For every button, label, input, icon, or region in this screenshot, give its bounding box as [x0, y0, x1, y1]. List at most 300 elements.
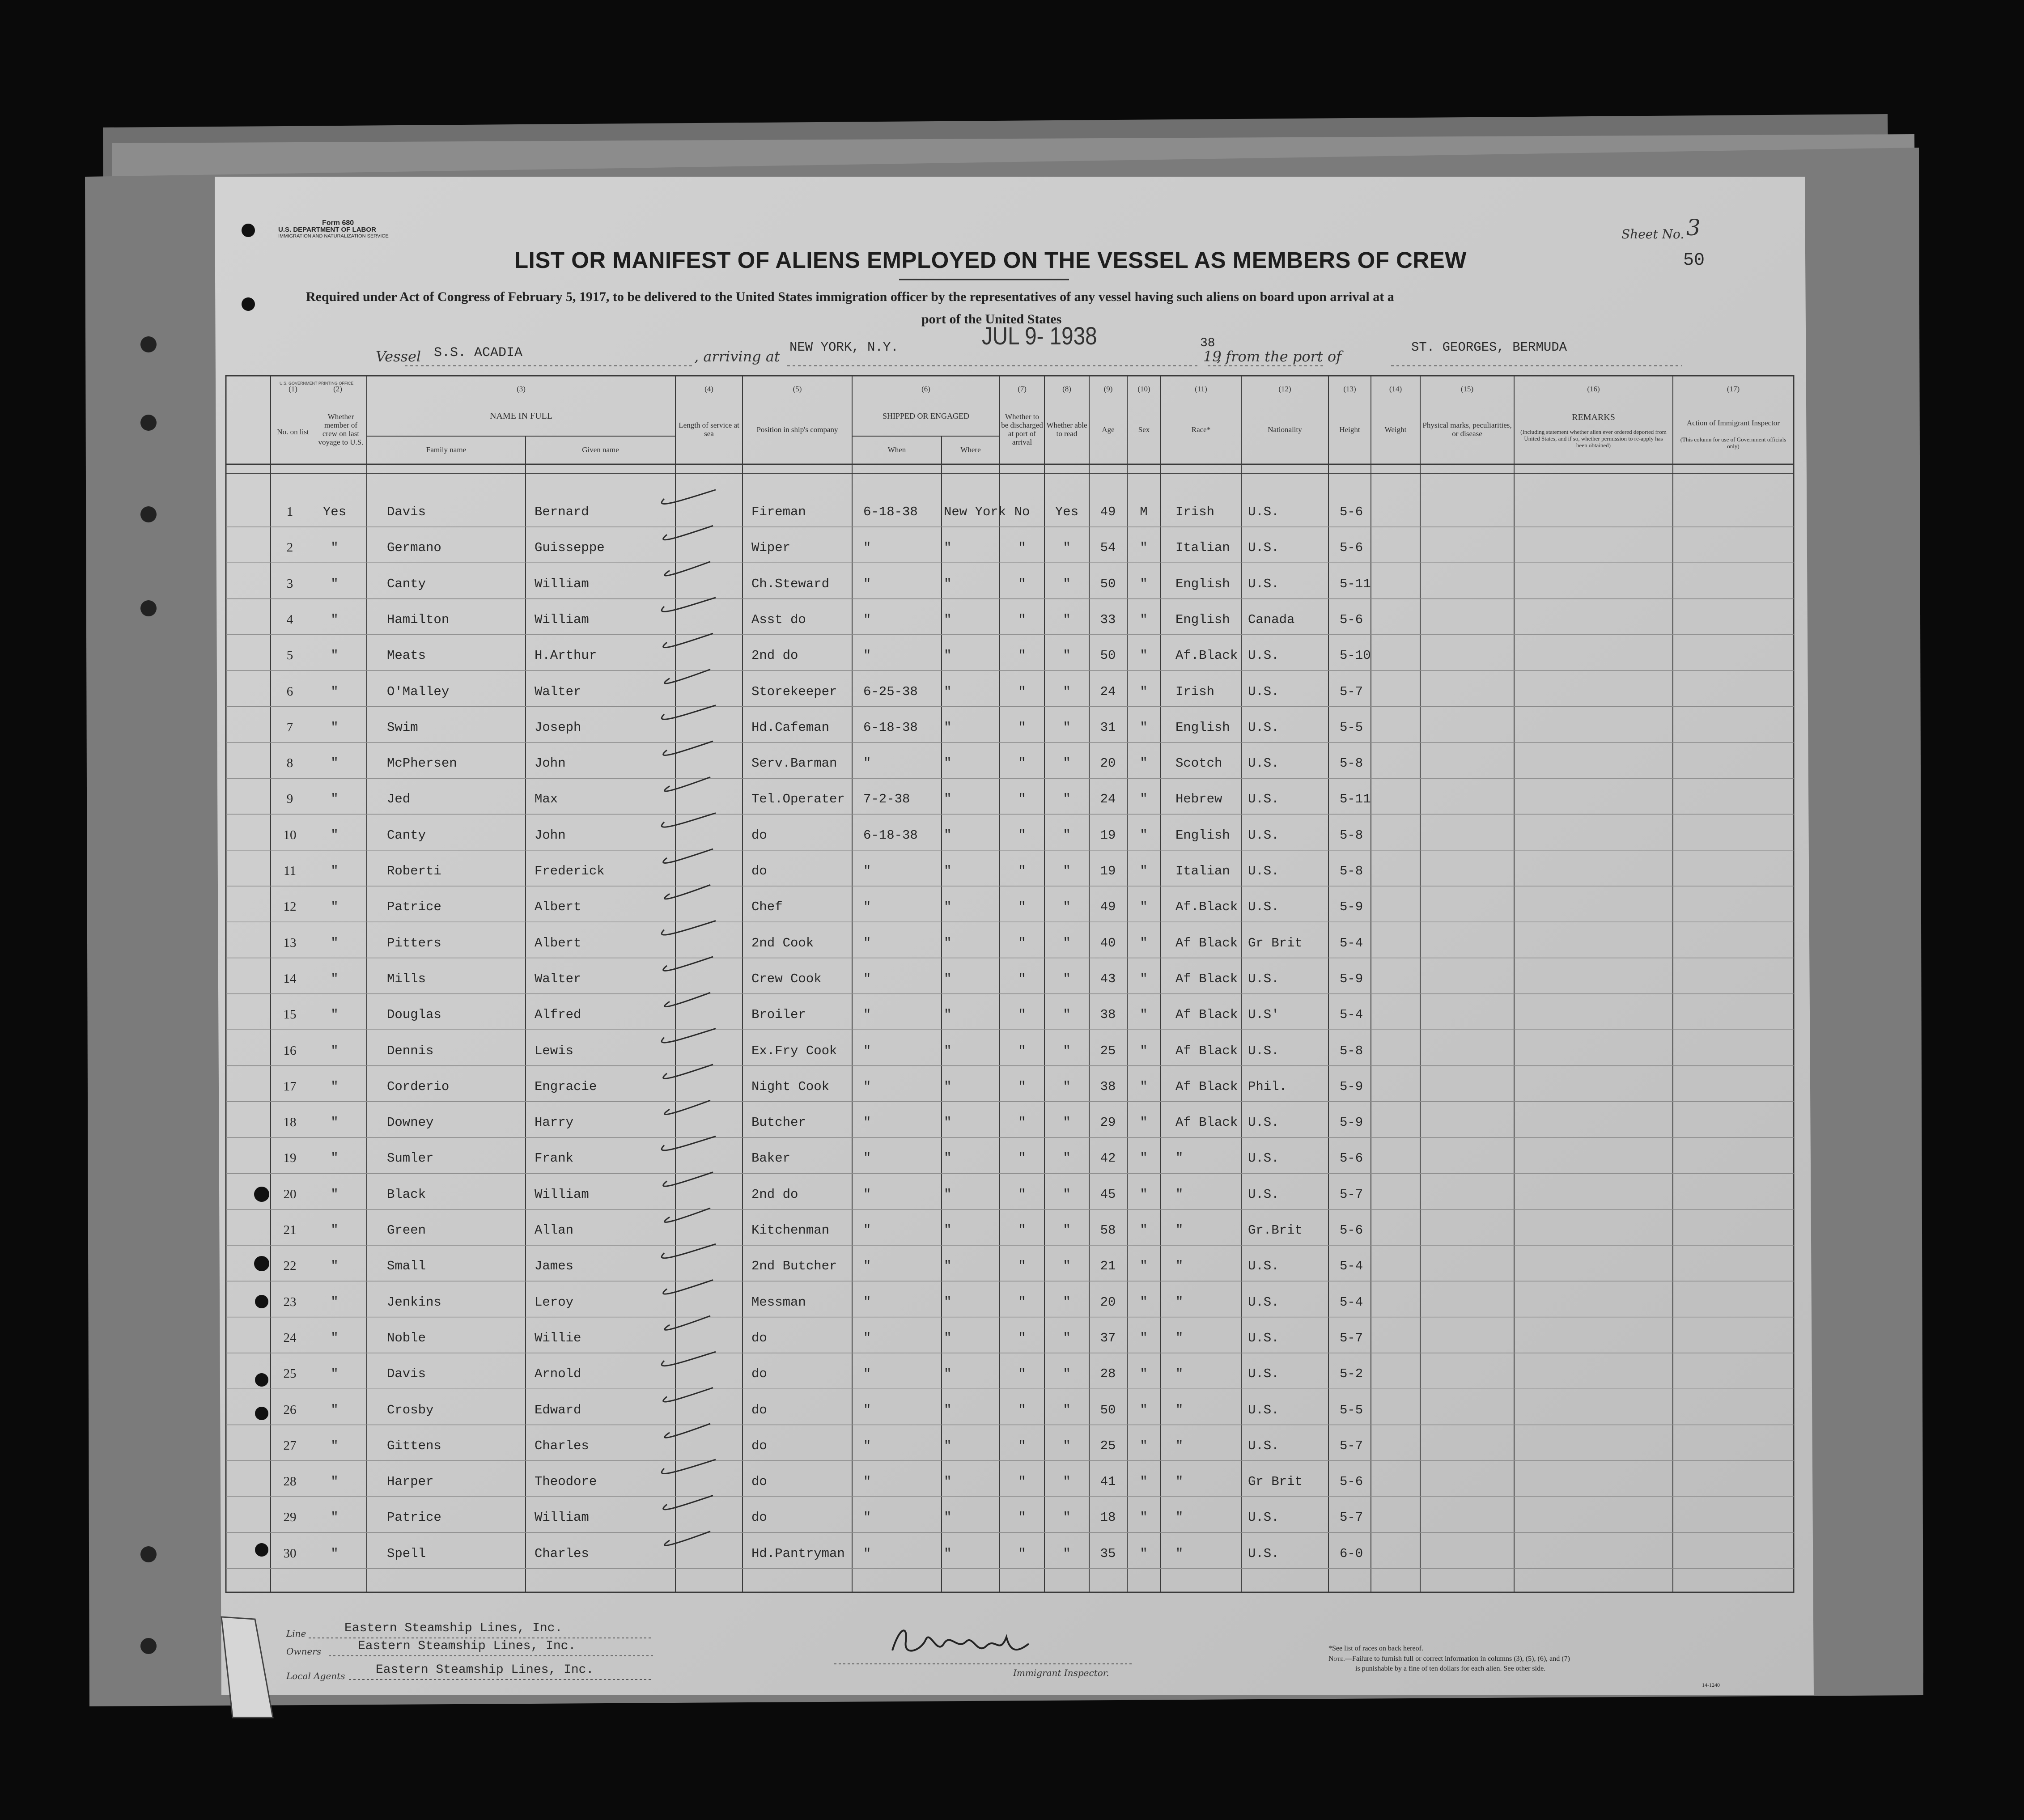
height: 5-8	[1340, 827, 1363, 843]
year-value: 38	[1200, 336, 1215, 350]
given-name: John	[535, 756, 566, 771]
row-number: 15	[283, 1007, 297, 1022]
family-name: Green	[387, 1223, 426, 1238]
crew-last-voyage: "	[331, 899, 339, 915]
crew-last-voyage: "	[331, 1294, 339, 1310]
shipped-where: "	[944, 1115, 952, 1130]
sex: "	[1140, 576, 1148, 591]
race: "	[1175, 1151, 1184, 1166]
crew-last-voyage: "	[331, 1043, 339, 1058]
race: English	[1175, 576, 1230, 591]
position: Hd.Cafeman	[751, 720, 830, 735]
able-to-read: "	[1063, 576, 1071, 591]
row-number: 9	[286, 792, 293, 806]
subtitle-line-2: port of the United States	[921, 312, 1062, 327]
race: Af Black	[1175, 935, 1238, 950]
height: 5-8	[1340, 1043, 1363, 1058]
able-to-read: "	[1063, 1402, 1071, 1417]
position: do	[751, 1474, 767, 1489]
race: Italian	[1175, 540, 1230, 556]
col-8-num: (8)	[1062, 385, 1071, 393]
shipped-when: "	[863, 864, 871, 878]
able-to-read: "	[1063, 1330, 1071, 1345]
shipped-where: "	[944, 1294, 952, 1310]
to-be-discharged: "	[1018, 1402, 1026, 1417]
position: Ch.Steward	[751, 576, 830, 591]
able-to-read: "	[1063, 1546, 1071, 1561]
shipped-when: "	[863, 648, 871, 663]
to-be-discharged: "	[1018, 1187, 1026, 1202]
crew-last-voyage: "	[331, 971, 339, 986]
position: Messman	[751, 1294, 806, 1310]
age: 33	[1100, 612, 1116, 627]
crew-last-voyage: "	[331, 827, 339, 843]
able-to-read: "	[1063, 827, 1071, 843]
given-name: Alfred	[535, 1007, 581, 1022]
col-3-num: (3)	[517, 385, 526, 393]
able-to-read: "	[1063, 720, 1071, 735]
race: English	[1175, 612, 1230, 627]
sex: "	[1140, 1546, 1148, 1561]
age: 49	[1100, 505, 1116, 519]
sex: "	[1140, 1007, 1148, 1022]
col-13-label: Height	[1339, 425, 1360, 434]
nationality: U.S.	[1248, 684, 1279, 699]
age: 29	[1100, 1115, 1116, 1130]
height: 5-10	[1340, 648, 1371, 663]
col-8-label: Whether able to read	[1046, 421, 1087, 438]
shipped-when: "	[863, 971, 871, 986]
height: 5-7	[1340, 1438, 1363, 1453]
crew-last-voyage: "	[331, 1007, 339, 1022]
sex: "	[1140, 720, 1148, 735]
to-be-discharged: "	[1018, 1474, 1026, 1489]
given-name: Edward	[535, 1402, 581, 1417]
shipped-when: "	[863, 1115, 871, 1130]
position: Baker	[751, 1151, 791, 1166]
shipped-when: 6-18-38	[863, 720, 918, 735]
able-to-read: "	[1063, 792, 1071, 807]
age: 43	[1100, 971, 1116, 986]
family-name: Germano	[387, 540, 441, 556]
shipped-when: "	[863, 540, 871, 556]
owners-value: Eastern Steamship Lines, Inc.	[358, 1639, 576, 1653]
family-name: Patrice	[387, 899, 441, 915]
sex: "	[1140, 1366, 1148, 1382]
nationality: U.S.	[1248, 1438, 1279, 1453]
race: "	[1175, 1259, 1184, 1274]
shipped-where: "	[944, 1546, 952, 1561]
height: 5-9	[1340, 899, 1363, 915]
height: 5-7	[1340, 1510, 1363, 1525]
age: 25	[1100, 1043, 1116, 1058]
sex: "	[1140, 864, 1148, 878]
age: 31	[1100, 720, 1116, 735]
able-to-read: "	[1063, 756, 1071, 771]
shipped-where: "	[944, 1402, 952, 1417]
shipped-where: "	[944, 1151, 952, 1166]
nationality: U.S.	[1248, 505, 1279, 519]
family-name: Douglas	[387, 1007, 441, 1022]
shipped-when: 6-25-38	[863, 684, 918, 699]
nationality: U.S.	[1248, 1294, 1279, 1310]
able-to-read: "	[1063, 684, 1071, 699]
sex: "	[1140, 1223, 1148, 1238]
owners-label: Owners	[286, 1646, 322, 1657]
crew-last-voyage: "	[331, 1366, 339, 1382]
age: 49	[1100, 899, 1116, 915]
crew-last-voyage: "	[331, 1115, 339, 1130]
sex: "	[1140, 1259, 1148, 1274]
height: 5-5	[1340, 1402, 1363, 1417]
family-name: Jenkins	[387, 1294, 441, 1310]
remarks-note: (Including statement whether alien ever ordered deported from United States, and if so, whether permission to re-apply has been obtained)	[1520, 428, 1667, 449]
row-number: 8	[286, 756, 293, 771]
nationality: U.S.	[1248, 827, 1279, 843]
crew-last-voyage: "	[331, 540, 339, 556]
given-name: Joseph	[535, 720, 581, 735]
sex: "	[1140, 612, 1148, 627]
row-number: 7	[286, 720, 293, 734]
able-to-read: "	[1063, 899, 1071, 915]
agents-value: Eastern Steamship Lines, Inc.	[376, 1663, 594, 1677]
col-15-num: (15)	[1460, 385, 1474, 393]
inspector-label: Immigrant Inspector.	[1013, 1667, 1109, 1678]
family-name: Davis	[387, 505, 426, 519]
to-be-discharged: "	[1018, 756, 1026, 771]
shipped-where: "	[944, 899, 952, 915]
to-be-discharged: "	[1018, 1259, 1026, 1274]
col-1-label: No. on list	[277, 427, 309, 436]
race: English	[1175, 720, 1230, 735]
family-name-header: Family name	[426, 445, 467, 454]
nationality: U.S.	[1248, 1330, 1279, 1345]
family-name: Roberti	[387, 864, 441, 878]
sex: "	[1140, 1294, 1148, 1310]
shipped-where: "	[944, 1510, 952, 1525]
shipped-where: "	[944, 1366, 952, 1382]
able-to-read: "	[1063, 1259, 1071, 1274]
height: 5-6	[1340, 540, 1363, 556]
row-number: 20	[283, 1187, 297, 1201]
to-be-discharged: "	[1018, 1330, 1026, 1345]
age: 18	[1100, 1510, 1116, 1525]
shipped-when: "	[863, 1474, 871, 1489]
height: 5-6	[1340, 1223, 1363, 1238]
to-be-discharged: "	[1018, 864, 1026, 878]
sex: "	[1140, 935, 1148, 950]
age: 24	[1100, 684, 1116, 699]
crew-last-voyage: "	[331, 576, 339, 591]
given-name: William	[535, 612, 589, 627]
row-number: 19	[283, 1151, 297, 1166]
given-name: Theodore	[535, 1474, 597, 1489]
row-number: 2	[286, 540, 293, 555]
shipped-when: "	[863, 1187, 871, 1202]
arriving-port: NEW YORK, N.Y.	[789, 340, 899, 355]
position: Crew Cook	[751, 971, 822, 986]
given-name: Frank	[535, 1151, 574, 1166]
col-7-num: (7)	[1018, 385, 1027, 393]
given-name: Walter	[535, 684, 581, 699]
sex: "	[1140, 1510, 1148, 1525]
shipped-where: "	[944, 756, 952, 771]
shipped-where: "	[944, 576, 952, 591]
race: "	[1175, 1510, 1184, 1525]
given-name: William	[535, 576, 589, 591]
shipped-when: "	[863, 612, 871, 627]
position: do	[751, 1366, 767, 1382]
shipped-when: "	[863, 935, 871, 950]
row-number: 12	[283, 899, 297, 914]
family-name: Pitters	[387, 935, 441, 950]
able-to-read: "	[1063, 648, 1071, 663]
from-port: ST. GEORGES, BERMUDA	[1411, 340, 1567, 355]
row-number: 24	[283, 1330, 297, 1345]
manifest-title: LIST OR MANIFEST OF ALIENS EMPLOYED ON THE VESSEL AS MEMBERS OF CREW	[514, 247, 1467, 273]
race: Italian	[1175, 864, 1230, 878]
given-name: James	[535, 1259, 574, 1274]
crew-last-voyage: "	[331, 1187, 339, 1202]
nationality: U.S.	[1248, 1043, 1279, 1058]
height: 5-9	[1340, 1115, 1363, 1130]
able-to-read: Yes	[1055, 505, 1079, 519]
row-number: 4	[286, 612, 293, 627]
family-name: Sumler	[387, 1151, 434, 1166]
position: Night Cook	[751, 1079, 830, 1094]
row-number: 16	[283, 1043, 297, 1058]
crew-last-voyage: "	[331, 1402, 339, 1417]
shipped-where: "	[944, 864, 952, 878]
col-12-label: Nationality	[1268, 425, 1302, 434]
shipped-where: "	[944, 1438, 952, 1453]
family-name: Jed	[387, 792, 411, 807]
shipped-when: "	[863, 1043, 871, 1058]
race: "	[1175, 1187, 1184, 1202]
col-10-label: Sex	[1138, 425, 1150, 434]
race: Irish	[1175, 505, 1215, 519]
given-name: William	[535, 1187, 589, 1202]
nationality: Gr Brit	[1248, 935, 1303, 950]
race: Hebrew	[1175, 792, 1222, 807]
sex: "	[1140, 1438, 1148, 1453]
race: Af Black	[1175, 1079, 1238, 1094]
shipped-where: "	[944, 720, 952, 735]
to-be-discharged: "	[1018, 792, 1026, 807]
crew-last-voyage: "	[331, 1151, 339, 1166]
crew-last-voyage: "	[331, 648, 339, 663]
age: 19	[1100, 864, 1116, 878]
shipped-when: "	[863, 1510, 871, 1525]
service-label: IMMIGRATION AND NATURALIZATION SERVICE	[278, 233, 389, 239]
given-name: Max	[535, 792, 558, 807]
position: Asst do	[751, 612, 806, 627]
family-name: Mills	[387, 971, 426, 986]
race: Scotch	[1175, 756, 1222, 771]
family-name: Davis	[387, 1366, 426, 1382]
nationality: Gr.Brit	[1248, 1223, 1303, 1238]
given-name: Charles	[535, 1546, 589, 1561]
sex: "	[1140, 684, 1148, 699]
shipped-where: "	[944, 1474, 952, 1489]
col-11-num: (11)	[1195, 385, 1207, 393]
race: Irish	[1175, 684, 1215, 699]
crew-last-voyage: "	[331, 1474, 339, 1489]
sex: "	[1140, 899, 1148, 915]
to-be-discharged: "	[1018, 1510, 1026, 1525]
col-11-label: Race*	[1191, 425, 1211, 434]
family-name: O'Malley	[387, 684, 450, 699]
col-2-label: Whether member of crew on last voyage to U.S.	[318, 412, 364, 446]
able-to-read: "	[1063, 1187, 1071, 1202]
nationality: Phil.	[1248, 1079, 1287, 1094]
sex: "	[1140, 1402, 1148, 1417]
given-name: Arnold	[535, 1366, 581, 1382]
shipped-when: "	[863, 1223, 871, 1238]
position: Serv.Barman	[751, 756, 837, 771]
inspector-note: (This column for use of Government officials only)	[1680, 436, 1786, 450]
row-number: 27	[283, 1438, 297, 1453]
age: 38	[1100, 1079, 1116, 1094]
able-to-read: "	[1063, 1366, 1071, 1382]
form-code: 14-1240	[1702, 1682, 1720, 1688]
shipped-when: "	[863, 1079, 871, 1094]
given-name: Walter	[535, 971, 581, 986]
height: 5-11	[1340, 576, 1371, 591]
given-name: Leroy	[535, 1294, 574, 1310]
col-2-num: (2)	[333, 385, 342, 393]
line-value: Eastern Steamship Lines, Inc.	[344, 1621, 563, 1635]
to-be-discharged: "	[1018, 1223, 1026, 1238]
col-10-num: (10)	[1137, 385, 1150, 393]
age: 50	[1100, 1402, 1116, 1417]
to-be-discharged: "	[1018, 1007, 1026, 1022]
sex: "	[1140, 1115, 1148, 1130]
nationality: Gr Brit	[1248, 1474, 1303, 1489]
crew-last-voyage: "	[331, 684, 339, 699]
nationality: U.S.	[1248, 1402, 1279, 1417]
family-name: Meats	[387, 648, 426, 663]
age: 28	[1100, 1366, 1116, 1382]
to-be-discharged: "	[1018, 1366, 1026, 1382]
sex: "	[1140, 1474, 1148, 1489]
row-number: 30	[283, 1546, 297, 1561]
race: "	[1175, 1402, 1184, 1417]
to-be-discharged: "	[1018, 576, 1026, 591]
sex: "	[1140, 1187, 1148, 1202]
family-name: Canty	[387, 576, 426, 591]
row-number: 11	[284, 864, 296, 878]
binder-hole	[140, 336, 157, 352]
nationality: U.S.	[1248, 648, 1279, 663]
age: 38	[1100, 1007, 1116, 1022]
sex: "	[1140, 827, 1148, 843]
to-be-discharged: "	[1018, 1438, 1026, 1453]
subtitle-line-1: Required under Act of Congress of February 5, 1917, to be delivered to the United States immigration officer by the representatives of any vessel having such aliens on board upon arrival at a	[306, 289, 1394, 304]
col-1-num: (1)	[289, 385, 297, 393]
to-be-discharged: "	[1018, 720, 1026, 735]
shipped-where: "	[944, 1330, 952, 1345]
sex: "	[1140, 756, 1148, 771]
age: 20	[1100, 756, 1116, 771]
shipped-where: New York	[944, 505, 1006, 519]
able-to-read: "	[1063, 1474, 1071, 1489]
row-number: 14	[283, 971, 297, 986]
height: 5-4	[1340, 935, 1363, 950]
age: 58	[1100, 1223, 1116, 1238]
shipped-when: "	[863, 1438, 871, 1453]
age: 42	[1100, 1151, 1116, 1166]
shipped-where: "	[944, 612, 952, 627]
nationality: U.S.	[1248, 720, 1279, 735]
position: Fireman	[751, 505, 806, 519]
col-9-num: (9)	[1103, 385, 1113, 393]
shipped-where: "	[944, 1079, 952, 1094]
shipped-where: "	[944, 792, 952, 807]
position: do	[751, 827, 767, 843]
note-text-1: —Failure to furnish full or correct information in columns (3), (5), (6), and (7)	[1345, 1655, 1570, 1663]
races-note: *See list of races on back hereof.	[1328, 1645, 1423, 1652]
arriving-label: , arriving at	[694, 348, 780, 365]
crew-last-voyage: Yes	[322, 505, 347, 519]
row-number: 28	[283, 1474, 297, 1489]
shipped-when: "	[863, 1151, 871, 1166]
col-4-label: Length of service at sea	[679, 421, 739, 438]
to-be-discharged: "	[1018, 1546, 1026, 1561]
shipped-where: "	[944, 971, 952, 986]
row-number: 17	[283, 1079, 297, 1094]
able-to-read: "	[1063, 1115, 1071, 1130]
col-16-label: REMARKS	[1572, 412, 1615, 422]
position: do	[751, 1402, 767, 1417]
family-name: Black	[387, 1187, 426, 1202]
age: 54	[1100, 540, 1116, 556]
row-number: 21	[283, 1223, 297, 1237]
age: 25	[1100, 1438, 1116, 1453]
sheet-no-value: 3	[1686, 215, 1701, 241]
col-6-num: (6)	[921, 385, 930, 393]
department-label: U.S. DEPARTMENT OF LABOR	[278, 226, 376, 233]
crew-last-voyage: "	[331, 756, 339, 771]
shipped-when: "	[863, 576, 871, 591]
age: 21	[1100, 1259, 1116, 1274]
height: 5-11	[1340, 792, 1371, 807]
row-number: 6	[286, 684, 293, 699]
shipped-when: "	[863, 1402, 871, 1417]
sex: "	[1140, 1043, 1148, 1058]
sex: "	[1140, 1079, 1148, 1094]
crew-last-voyage: "	[331, 792, 339, 807]
able-to-read: "	[1063, 1223, 1071, 1238]
age: 37	[1100, 1330, 1116, 1345]
shipped-where: "	[944, 1187, 952, 1202]
position: Kitchenman	[751, 1223, 830, 1238]
age: 40	[1100, 935, 1116, 950]
col-5-label: Position in ship's company	[756, 425, 838, 434]
sex: "	[1140, 971, 1148, 986]
race: "	[1175, 1546, 1184, 1561]
shipped-where: "	[944, 1043, 952, 1058]
shipped-when: 6-18-38	[863, 827, 918, 843]
given-name-header: Given name	[582, 445, 619, 454]
col-13-num: (13)	[1343, 385, 1356, 393]
from-port-label: , from the port of	[1217, 348, 1342, 365]
agents-label: Local Agents	[286, 1671, 345, 1681]
penalty-note	[1328, 1655, 1570, 1663]
crew-last-voyage: "	[331, 1330, 339, 1345]
family-name: Dennis	[387, 1043, 434, 1058]
age: 50	[1100, 648, 1116, 663]
